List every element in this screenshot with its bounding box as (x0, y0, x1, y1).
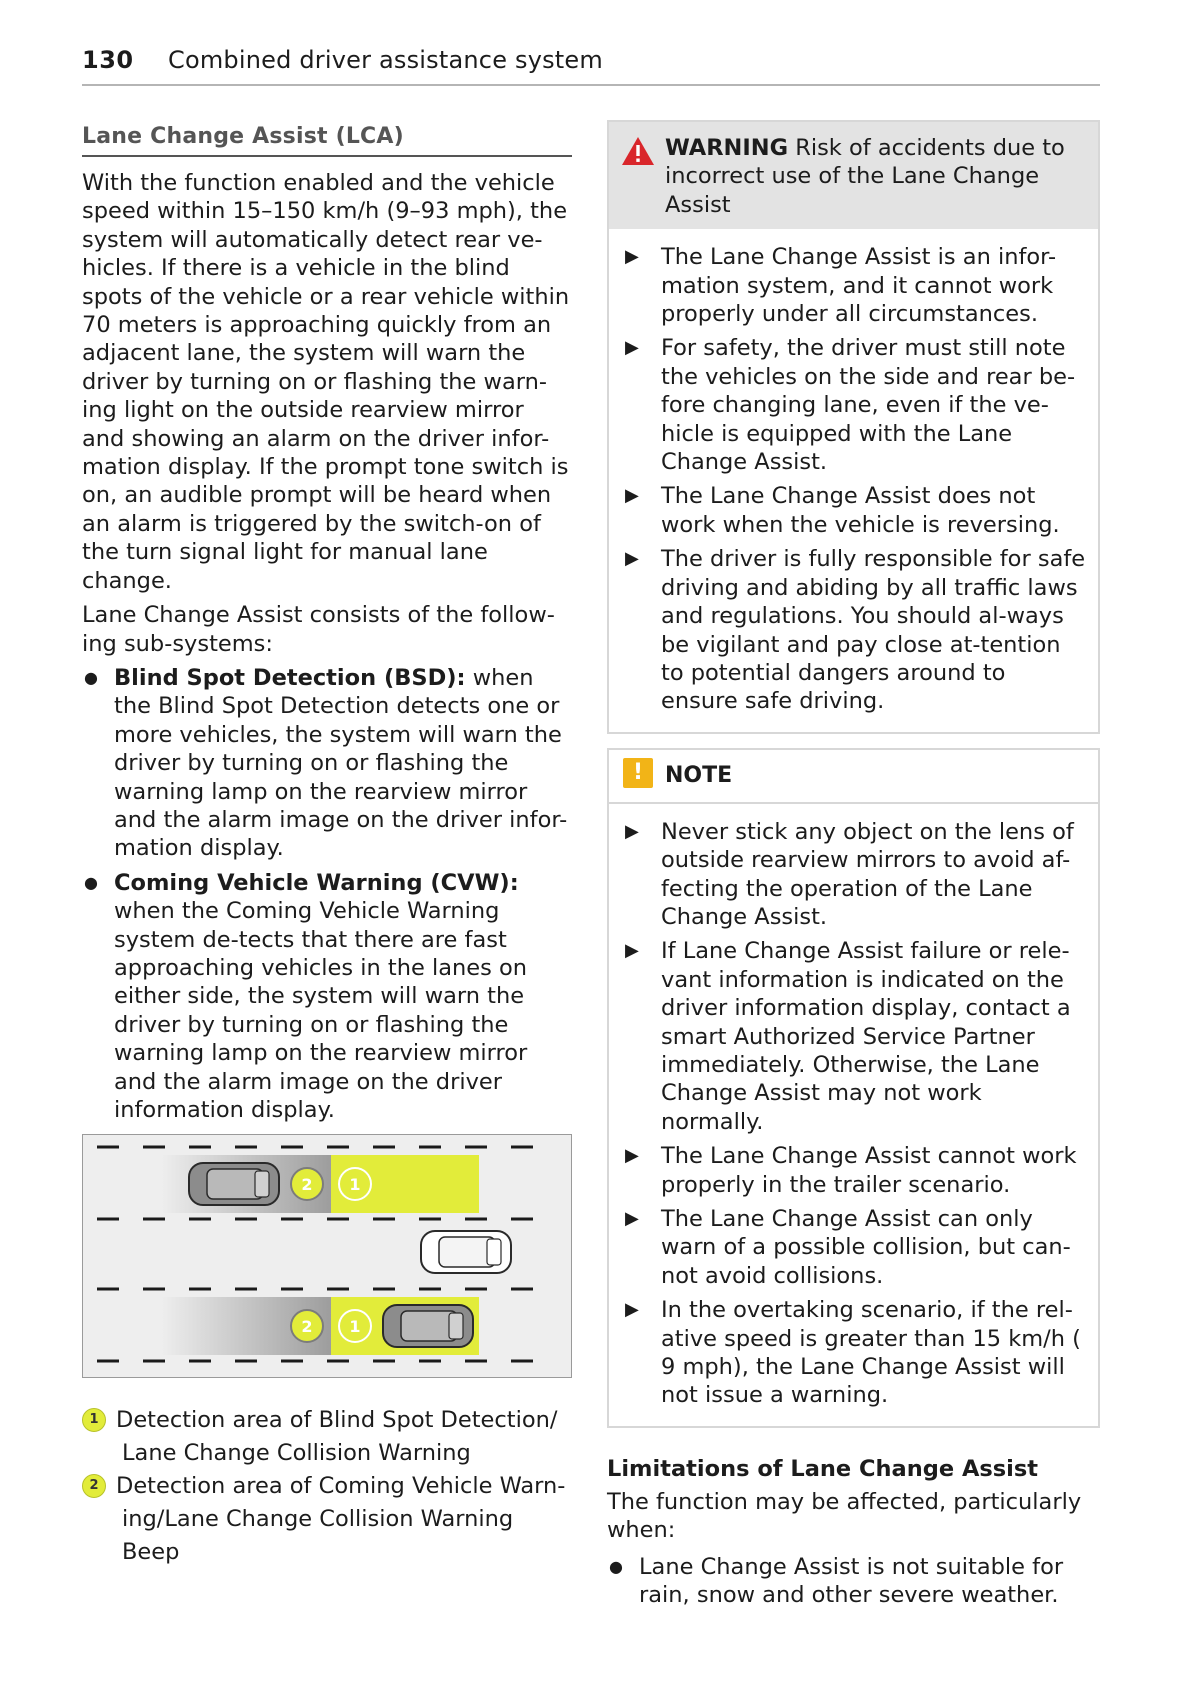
warning-label: WARNING (665, 135, 789, 161)
badge-1-bottom (339, 1310, 371, 1342)
badge-2-bottom (291, 1310, 323, 1342)
warning-triangle-icon (621, 136, 655, 173)
subsystem-text: when the Coming Vehicle Warning system de-tects that there are fast approaching vehicles in the lanes on either side, the system will warn the driver by turning on or flashing the warning lamp on the rearview mirror and the alarm image on the driver information display. (114, 898, 528, 1123)
chapter-title: Combined driver assistance system (168, 46, 603, 74)
warning-header (609, 122, 1098, 229)
legend-badge: 2 (82, 1474, 106, 1498)
note-title: NOTE (665, 762, 733, 788)
badge-1-top (339, 1168, 371, 1200)
note-header (609, 750, 1098, 804)
page-number: 130 (82, 46, 134, 74)
subsystem-text: when the Blind Spot Detection detects one or more vehicles, the system will warn the driver by turning on or flashing the warning lamp on the rearview mirror and the alarm image on the driver infor-mation display. (114, 664, 568, 862)
warning-body (609, 229, 1098, 732)
list-item: ▶ For safety, the driver must still note the vehicles on the side and rear be-fore changing lane, even if the ve-hicle is equipped with the Lane Change Assist. (623, 334, 1086, 476)
list-item: ▶ The Lane Change Assist does not work when the vehicle is reversing. (623, 482, 1086, 539)
note-box (607, 748, 1100, 1428)
list-item: ▶ The Lane Change Assist can only warn of a possible collision, but can-not avoid collisions. (623, 1205, 1086, 1290)
badge-2-top (291, 1168, 323, 1200)
warning-title: Risk of accidents due to incorrect use of the Lane Change Assist (665, 135, 1065, 218)
limitations-list (607, 1553, 1100, 1610)
legend-item (82, 1404, 572, 1470)
right-column (607, 120, 1100, 1615)
intro-paragraph: With the function enabled and the vehicle speed within 15–150 km/h (9–93 mph), the system will automatically detect rear ve-hicles. If there is a vehicle in the blind spots of the vehicle or a rear vehicle within 70 meters is approaching quickly from an adjacent lane, the system will warn the driver by turning on or flashing the warn-ing light on the outside rearview mirror and showing an alarm on the driver infor-mation display. If the prompt tone switch is on, an audible prompt will be heard when an alarm is triggered by the switch-on of the turn signal light for manual lane change. (82, 170, 570, 594)
car-icon (189, 1163, 279, 1205)
legend-item (82, 1470, 572, 1569)
exclamation-icon: ! (623, 758, 653, 788)
list-item: ▶ Never stick any object on the lens of outside rearview mirrors to avoid af-fecting the operation of the Lane Change Assist. (623, 818, 1086, 932)
note-list (623, 818, 1086, 1410)
list-item: ● Lane Change Assist is not suitable for rain, snow and other severe weather. (607, 1553, 1100, 1610)
legend-line: ing/Lane Change Collision Warning (122, 1506, 514, 1533)
car-icon (421, 1231, 511, 1273)
subsystem-term: Blind Spot Detection (BSD): (114, 664, 466, 691)
diagram-legend (82, 1404, 572, 1569)
note-body (609, 804, 1098, 1426)
svg-text:2: 2 (301, 1175, 313, 1195)
warning-box (607, 120, 1100, 734)
legend-badge: 1 (82, 1408, 106, 1432)
list-item (82, 869, 572, 1125)
left-column (82, 124, 572, 1569)
list-item: ▶ If Lane Change Assist failure or rele-vant information is indicated on the driver information display, contact a smart Authorized Service Partner immediately. Otherwise, the Lane Change Assist may not work normally. (623, 937, 1086, 1136)
svg-text:1: 1 (349, 1317, 361, 1337)
list-item (82, 664, 572, 863)
lane-diagram (82, 1134, 572, 1378)
list-item: ▶ In the overtaking scenario, if the rel-ative speed is greater than 15 km/h ( 9 mph), the Lane Change Assist will not issue a warning. (623, 1296, 1086, 1410)
subsystems-intro: Lane Change Assist consists of the follow-ing sub-systems: (82, 602, 555, 657)
subsystem-list (82, 664, 572, 1125)
limitations-heading: Limitations of Lane Change Assist (607, 1455, 1039, 1482)
legend-line: Lane Change Collision Warning (122, 1440, 471, 1467)
legend-line: Beep (122, 1539, 180, 1566)
list-item: ▶ The Lane Change Assist cannot work properly in the trailer scenario. (623, 1142, 1086, 1199)
car-icon (383, 1305, 473, 1347)
svg-text:1: 1 (349, 1175, 361, 1195)
list-item: ▶ The Lane Change Assist is an infor-mation system, and it cannot work properly under all circumstances. (623, 243, 1086, 328)
page-header (82, 44, 1100, 86)
warning-list (623, 243, 1086, 716)
lane-diagram-svg (83, 1135, 571, 1377)
section-heading: Lane Change Assist (LCA) (82, 124, 572, 157)
legend-line: Detection area of Coming Vehicle Warn- (116, 1473, 566, 1500)
list-item: ▶ The driver is fully responsible for safe driving and abiding by all traffic laws and regulations. You should al-ways be vigilant and pay close at-tention to potential dangers around to ensure safe driving. (623, 545, 1086, 715)
subsystem-term: Coming Vehicle Warning (CVW): (114, 869, 519, 896)
limitations-intro: The function may be affected, particularly when: (607, 1488, 1082, 1544)
legend-line: Detection area of Blind Spot Detection/ (116, 1407, 558, 1434)
svg-text:2: 2 (301, 1317, 313, 1337)
